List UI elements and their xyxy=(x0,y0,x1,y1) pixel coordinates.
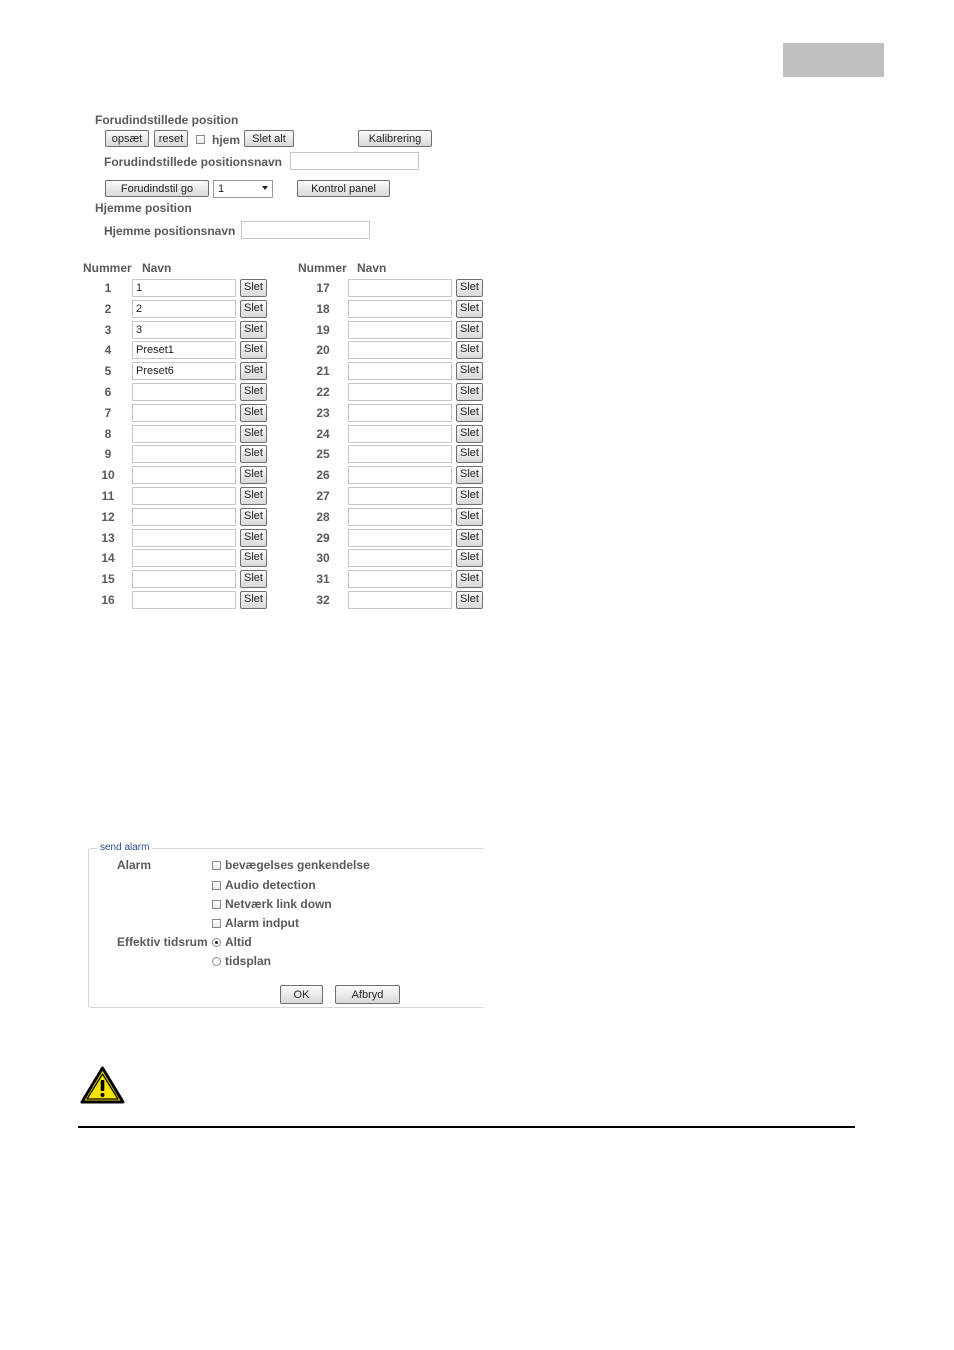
preset-row-number: 3 xyxy=(104,323,112,337)
period-label: Effektiv tidsrum xyxy=(117,935,208,949)
chevron-down-icon xyxy=(262,186,268,190)
preset-row-number: 23 xyxy=(316,406,330,420)
preset-name-label: Forudindstillede positionsnavn xyxy=(104,155,283,169)
cancel-button[interactable]: Afbryd xyxy=(335,985,400,1004)
preset-row-delete-button[interactable]: Slet xyxy=(240,279,267,297)
preset-row-name-input[interactable] xyxy=(348,279,452,297)
preset-row-name-input[interactable] xyxy=(132,466,236,484)
preset-row-delete-button[interactable]: Slet xyxy=(240,445,267,463)
preset-row-name-input[interactable] xyxy=(132,341,236,359)
home-name-label: Hjemme positionsnavn xyxy=(104,224,236,238)
preset-setup-button[interactable]: opsæt xyxy=(105,130,149,147)
preset-row-number: 7 xyxy=(104,406,112,420)
left-col-number-header: Nummer xyxy=(83,261,132,275)
alarm-option-checkbox-motion[interactable] xyxy=(212,861,221,870)
preset-row-delete-button[interactable]: Slet xyxy=(456,529,483,547)
preset-row-name-input[interactable] xyxy=(132,570,236,588)
period-label-always: Altid xyxy=(225,935,252,949)
preset-row-delete-button[interactable]: Slet xyxy=(456,383,483,401)
alarm-option-checkbox-audio[interactable] xyxy=(212,881,221,890)
preset-row-number: 16 xyxy=(101,593,115,607)
preset-row-name-input[interactable] xyxy=(348,529,452,547)
preset-row-name-input[interactable] xyxy=(348,383,452,401)
preset-row-name-input[interactable] xyxy=(348,591,452,609)
preset-row-name-input[interactable] xyxy=(348,404,452,422)
preset-row-delete-button[interactable]: Slet xyxy=(240,321,267,339)
preset-row-name-input[interactable] xyxy=(348,445,452,463)
preset-row-number: 26 xyxy=(316,468,330,482)
alarm-label: Alarm xyxy=(117,858,152,872)
preset-row-delete-button[interactable]: Slet xyxy=(456,570,483,588)
preset-row-delete-button[interactable]: Slet xyxy=(456,279,483,297)
preset-row-name-input[interactable] xyxy=(132,508,236,526)
preset-row-delete-button[interactable]: Slet xyxy=(456,321,483,339)
preset-row-number: 11 xyxy=(101,489,115,503)
bottom-rule xyxy=(78,1126,855,1128)
preset-row-delete-button[interactable]: Slet xyxy=(456,466,483,484)
preset-row-delete-button[interactable]: Slet xyxy=(456,445,483,463)
preset-row-number: 25 xyxy=(316,447,330,461)
preset-row-name-input[interactable] xyxy=(132,487,236,505)
preset-row-number: 22 xyxy=(316,385,330,399)
preset-row-delete-button[interactable]: Slet xyxy=(240,341,267,359)
preset-row-name-input[interactable] xyxy=(348,466,452,484)
preset-row-number: 32 xyxy=(316,593,330,607)
preset-row-number: 6 xyxy=(104,385,112,399)
preset-row-delete-button[interactable]: Slet xyxy=(240,383,267,401)
preset-go-select-value: 1 xyxy=(218,183,225,195)
preset-row-delete-button[interactable]: Slet xyxy=(240,570,267,588)
send-alarm-legend: send alarm xyxy=(97,842,152,853)
preset-go-button[interactable]: Forudindstil go xyxy=(105,180,209,197)
preset-row-name-input[interactable] xyxy=(348,570,452,588)
preset-row-number: 9 xyxy=(104,447,112,461)
alarm-option-label-network: Netværk link down xyxy=(225,897,332,911)
preset-row-name-input[interactable] xyxy=(348,549,452,567)
preset-row-name-input[interactable] xyxy=(132,362,236,380)
preset-row-name-input[interactable] xyxy=(348,508,452,526)
preset-row-delete-button[interactable]: Slet xyxy=(456,425,483,443)
preset-row-delete-button[interactable]: Slet xyxy=(456,508,483,526)
home-checkbox[interactable] xyxy=(196,135,205,144)
preset-row-name-input[interactable] xyxy=(348,300,452,318)
preset-row-delete-button[interactable]: Slet xyxy=(456,362,483,380)
preset-row-delete-button[interactable]: Slet xyxy=(240,425,267,443)
preset-row-number: 19 xyxy=(316,323,330,337)
preset-row-delete-button[interactable]: Slet xyxy=(240,404,267,422)
preset-row-number: 17 xyxy=(316,281,330,295)
preset-row-number: 13 xyxy=(101,531,115,545)
home-checkbox-label: hjem xyxy=(212,133,241,147)
period-label-schedule: tidsplan xyxy=(225,954,272,968)
home-section-title: Hjemme position xyxy=(95,201,192,215)
alarm-option-checkbox-network[interactable] xyxy=(212,900,221,909)
right-col-number-header: Nummer xyxy=(298,261,347,275)
preset-row-delete-button[interactable]: Slet xyxy=(456,591,483,609)
preset-row-number: 21 xyxy=(316,364,330,378)
page-tab-marker xyxy=(783,43,884,77)
period-radio-schedule[interactable] xyxy=(212,957,221,966)
preset-row-name-input[interactable] xyxy=(132,529,236,547)
preset-row-name-input[interactable] xyxy=(348,425,452,443)
preset-row-delete-button[interactable]: Slet xyxy=(456,341,483,359)
home-name-input[interactable] xyxy=(241,221,370,239)
preset-row-name-input[interactable] xyxy=(132,445,236,463)
period-radio-always[interactable] xyxy=(212,938,221,947)
warning-triangle-icon xyxy=(80,1066,125,1104)
preset-row-number: 2 xyxy=(104,302,112,316)
ok-button[interactable]: OK xyxy=(280,985,323,1004)
preset-row-name-input[interactable] xyxy=(132,425,236,443)
preset-row-number: 27 xyxy=(316,489,330,503)
preset-row-delete-button[interactable]: Slet xyxy=(456,549,483,567)
preset-row-name-input[interactable] xyxy=(132,300,236,318)
alarm-option-label-motion: bevægelses genkendelse xyxy=(225,858,370,872)
preset-row-name-input[interactable] xyxy=(132,383,236,401)
preset-row-name-input[interactable] xyxy=(348,321,452,339)
preset-reset-button[interactable]: reset xyxy=(154,130,188,147)
preset-row-number: 12 xyxy=(101,510,115,524)
preset-row-name-input[interactable] xyxy=(132,279,236,297)
preset-row-name-input[interactable] xyxy=(132,549,236,567)
right-col-name-header: Navn xyxy=(357,261,387,275)
preset-row-delete-button[interactable]: Slet xyxy=(240,529,267,547)
preset-row-number: 10 xyxy=(101,468,115,482)
preset-row-delete-button[interactable]: Slet xyxy=(240,508,267,526)
alarm-option-label-audio: Audio detection xyxy=(225,878,316,892)
preset-row-number: 14 xyxy=(101,551,115,565)
preset-row-number: 4 xyxy=(104,343,112,357)
preset-section-title: Forudindstillede position xyxy=(95,113,239,127)
alarm-option-checkbox-input[interactable] xyxy=(212,919,221,928)
preset-row-name-input[interactable] xyxy=(348,362,452,380)
preset-row-number: 8 xyxy=(104,427,112,441)
left-col-name-header: Navn xyxy=(142,261,172,275)
preset-row-delete-button[interactable]: Slet xyxy=(456,404,483,422)
preset-row-delete-button[interactable]: Slet xyxy=(240,549,267,567)
preset-row-number: 1 xyxy=(104,281,112,295)
preset-row-number: 5 xyxy=(104,364,112,378)
preset-row-delete-button[interactable]: Slet xyxy=(456,300,483,318)
control-panel-button[interactable]: Kontrol panel xyxy=(297,180,390,197)
preset-row-name-input[interactable] xyxy=(132,404,236,422)
preset-row-number: 18 xyxy=(316,302,330,316)
preset-row-name-input[interactable] xyxy=(132,321,236,339)
preset-row-delete-button[interactable]: Slet xyxy=(240,466,267,484)
alarm-option-label-input: Alarm indput xyxy=(225,916,299,930)
preset-row-number: 28 xyxy=(316,510,330,524)
preset-row-delete-button[interactable]: Slet xyxy=(240,300,267,318)
preset-go-select[interactable] xyxy=(213,180,273,198)
preset-row-number: 20 xyxy=(316,343,330,357)
preset-row-delete-button[interactable]: Slet xyxy=(240,362,267,380)
preset-row-name-input[interactable] xyxy=(348,487,452,505)
preset-row-delete-button[interactable]: Slet xyxy=(456,487,483,505)
preset-row-number: 15 xyxy=(101,572,115,586)
preset-row-delete-button[interactable]: Slet xyxy=(240,591,267,609)
preset-row-delete-button[interactable]: Slet xyxy=(240,487,267,505)
preset-row-number: 31 xyxy=(316,572,330,586)
preset-row-name-input[interactable] xyxy=(348,341,452,359)
preset-row-number: 24 xyxy=(316,427,330,441)
calibration-button[interactable]: Kalibrering xyxy=(358,130,432,147)
preset-name-input[interactable] xyxy=(290,152,419,170)
delete-all-button[interactable]: Slet alt xyxy=(244,130,294,147)
preset-row-number: 30 xyxy=(316,551,330,565)
preset-row-number: 29 xyxy=(316,531,330,545)
preset-row-name-input[interactable] xyxy=(132,591,236,609)
